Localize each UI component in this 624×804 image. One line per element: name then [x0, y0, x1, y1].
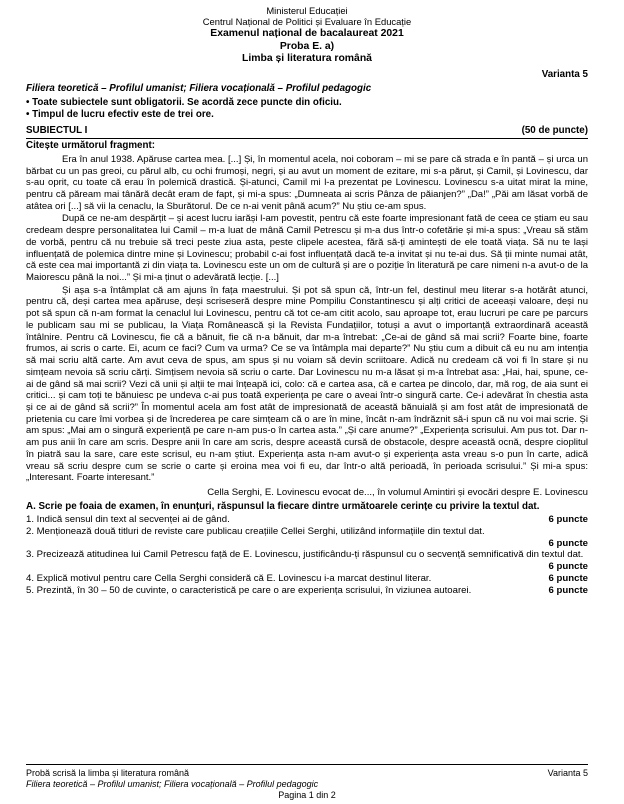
subject-label: SUBIECTUL I	[26, 124, 88, 136]
question-points: 6 puncte	[548, 584, 588, 596]
question-text: 5. Prezintă, în 30 – 50 de cuvinte, o caracteristică pe care o are experiența scrisului, în viziunea autoarei.	[26, 584, 472, 596]
header-block	[26, 5, 588, 27]
center-name: Centrul Național de Politici și Evaluare în Educație	[202, 16, 412, 28]
fragment-source: Cella Serghi, E. Lovinescu evocat de..., în volumul Amintiri și evocări despre E. Lovinescu	[207, 486, 588, 498]
variant-label: Varianta 5	[541, 68, 588, 80]
question-points: 6 puncte	[548, 572, 588, 584]
footer-variant: Varianta 5	[547, 768, 588, 778]
rule-item: • Toate subiectele sunt obligatorii. Se acordă zece puncte din oficiu.	[26, 96, 342, 108]
fragment-paragraph: Și așa s-a întâmplat că am ajuns în fața maestrului. Și pot să spun că, într-un fel, destinul meu literar s-a hotărât atunci, pentru că, deși cartea mea apăruse, deși scriseseră despre mine Pompiliu Constantinescu și alți critici de aceeași valoare, deși nu pot să spun că n-am format la cenaclul lui Lovinescu, pentru că tot ce-am citit acolo, sau aproape tot, erau lucruri pe care pe parcurs le publicam sau mi se publicau, la Viața Românească și la Revista Fundațiilor, totuși a avut o importanță extraordinară această întâlnire. Pentru că Lovinescu, fie că a bănuit, fie că n-a bănuit, dar m-a întrebat: „Ce-ai de gând să mai scrii? Foarte bine, foarte frumos, ai scris o carte. Ei, acum ce faci? Cum va urma? Ce se va întâmpla mai departe?” Nu știu cum a dibuit că eu nu am intenția să mai scriu altă carte. Am avut ceva de spus, am spus și nu voiam să devin scriitoare. Adică nu credeam că voi fi în stare și nu simțeam nevoia să scriu cărți. Simțisem nevoia să scriu o carte. Dar Lovinescu nu m-a lăsat și m-a întrebat asa: „Hai, hai, spune, ce-ai de gând să mai scrii? Vezi că unii și alții te mai înțeapă ici, colo: că e cartea asa, că e cartea pe dincolo, dar, mă rog, de aia sunt ei critici... și cam toți te bănuiesc pe undeva c-ai pus toată experiența pe care o aveai într-o singură carte. Ce-i adevărat în chestia asta și ce ai de gând să scrii?” În momentul acela am fost atât de impresionată de această bănuială și am fost atât de impresionată de prietenia cu care îmi vorbea și de încrederea pe care simțeam că o are în mine, încât n-am îndrăznit să-i spun că nu voi mai scrie. Și am spus: „Mai am o singură experiență pe care n-am pus-o în cartea asta.” „Și care anume?” „Experiența scrisului. Am pus tot. Dar n-am pus anii în care am scris. Despre anii în care am scris, despre această cursă de obstacole, despre această ocnă, despre cioplitul în piatră sau la sare, care este scrisul, eu n-am știut. Experiența asta n-am avut-o și experiența asta vreau s-o pun în carte, adică vreau să scriu despre cum se scrie o carte și eroina mea voi fi eu, dar într-o altă perioadă, în perioada scrisului.” Și mi-a spus: „Interesant. Foarte interesant.”	[26, 284, 588, 484]
footer-subject: Probă scrisă la limba și literatura română	[26, 768, 190, 778]
fragment-paragraph: Era în anul 1938. Apăruse cartea mea. [...] Și, în momentul acela, noi coboram – mi se pare că strada e în pantă – și urca un bărbat cu un pas greoi, cu părul alb, cu ochi frumoși, negri, și au avut un moment de ezitare, mi s-a părut, și Camil, și Lovinescu, dar s-au oprit, cu toate că erau în polemică drastică. Și-atunci, Camil mi l-a prezentat pe Lovinescu. Lovinescu s-a uitat mirat la mine, pentru că păream mai tânără decât eram de fapt, și mi-a spus: „Dumneata ai scris Pânza de păianjen?” „Da!” „Păi am lăsat vorbă de atâtea ori [...] să vii la cenaclu, la Sburătorul. De ce n-ai venit până acum?” Nu știu ce-am spus.	[26, 153, 588, 212]
question-item	[26, 514, 588, 526]
question-item	[26, 549, 588, 572]
question-points: 6 puncte	[548, 513, 588, 525]
subject-name: Limba și literatura română	[242, 53, 372, 65]
question-points: 6 puncte	[548, 560, 588, 572]
question-item	[26, 526, 588, 549]
ministry-name: Ministerul Educației	[266, 5, 348, 16]
question-text: 3. Precizează atitudinea lui Camil Petrescu față de E. Lovinescu, justificându-ți răspunsul cu o secvență semnificativă din textul dat.	[26, 549, 584, 561]
exam-title: Examenul național de bacalaureat 2021	[210, 28, 404, 40]
question-list	[26, 514, 588, 596]
question-points: 6 puncte	[548, 537, 588, 549]
exam-title-block	[26, 28, 588, 65]
read-instruction: Citește următorul fragment:	[26, 139, 156, 151]
question-text: 1. Indică sensul din text al secvenței ai de gând.	[26, 513, 230, 525]
footer-filiera: Filiera teoretică – Profilul umanist; Filiera vocațională – Profilul pedagogic	[26, 778, 319, 789]
page-footer	[26, 764, 588, 800]
page-number: Pagina 1 din 2	[278, 789, 336, 800]
question-item	[26, 585, 588, 597]
fragment-paragraph: După ce ne-am despărțit – și acest lucru iarăși l-am povestit, pentru că este foarte impresionant fată de ceea ce știam eu sau credeam despre personalitatea lui Camil – m-a luat de mână Camil Petrescu și m-a dus într-o cofetărie și mi-a spus: „Vreau să stăm de vorbă, pentru că nu trebuie să treci peste ziua asta, peste clipele acestea, fără să-ți amintești de ele toată viața. Să nu te lași influențată de polemica dintre mine și Lovinescu; probabil c-ai fost influențată dacă te-a invitat și nu te-ai dus. Să ții minte numai atât, că este cea mai importantă zi din viața ta. Lovinescu este un om de cultură și are o poziție în literatură pe care nimeni n-a avut-o de la Maiorescu până la noi...” Și mi-a ținut o adevărată lecție. [...]	[26, 213, 588, 284]
footer-row	[26, 768, 588, 779]
question-text: 4. Explică motivul pentru care Cella Serghi consideră că E. Lovinescu i-a marcat destinul literar.	[26, 572, 432, 584]
rules-list	[26, 97, 588, 122]
task-intro: A. Scrie pe foaia de examen, în enunțuri, răspunsul la fiecare dintre următoarele cerințe cu privire la textul dat.	[26, 500, 540, 512]
subject-points: (50 de puncte)	[521, 124, 588, 136]
page-content	[26, 0, 588, 596]
fragment-text	[26, 154, 588, 484]
question-text: 2. Menționează două titluri de reviste care publicau creațiile Cellei Serghi, utilizând informațiile din textul dat.	[26, 525, 485, 537]
rule-item: • Timpul de lucru efectiv este de trei ore.	[26, 109, 214, 121]
filiera-line: Filiera teoretică – Profilul umanist; Filiera vocațională – Profilul pedagogic	[26, 82, 372, 94]
subject-header	[26, 125, 588, 139]
proba-label: Proba E. a)	[279, 40, 335, 52]
question-item	[26, 573, 588, 585]
